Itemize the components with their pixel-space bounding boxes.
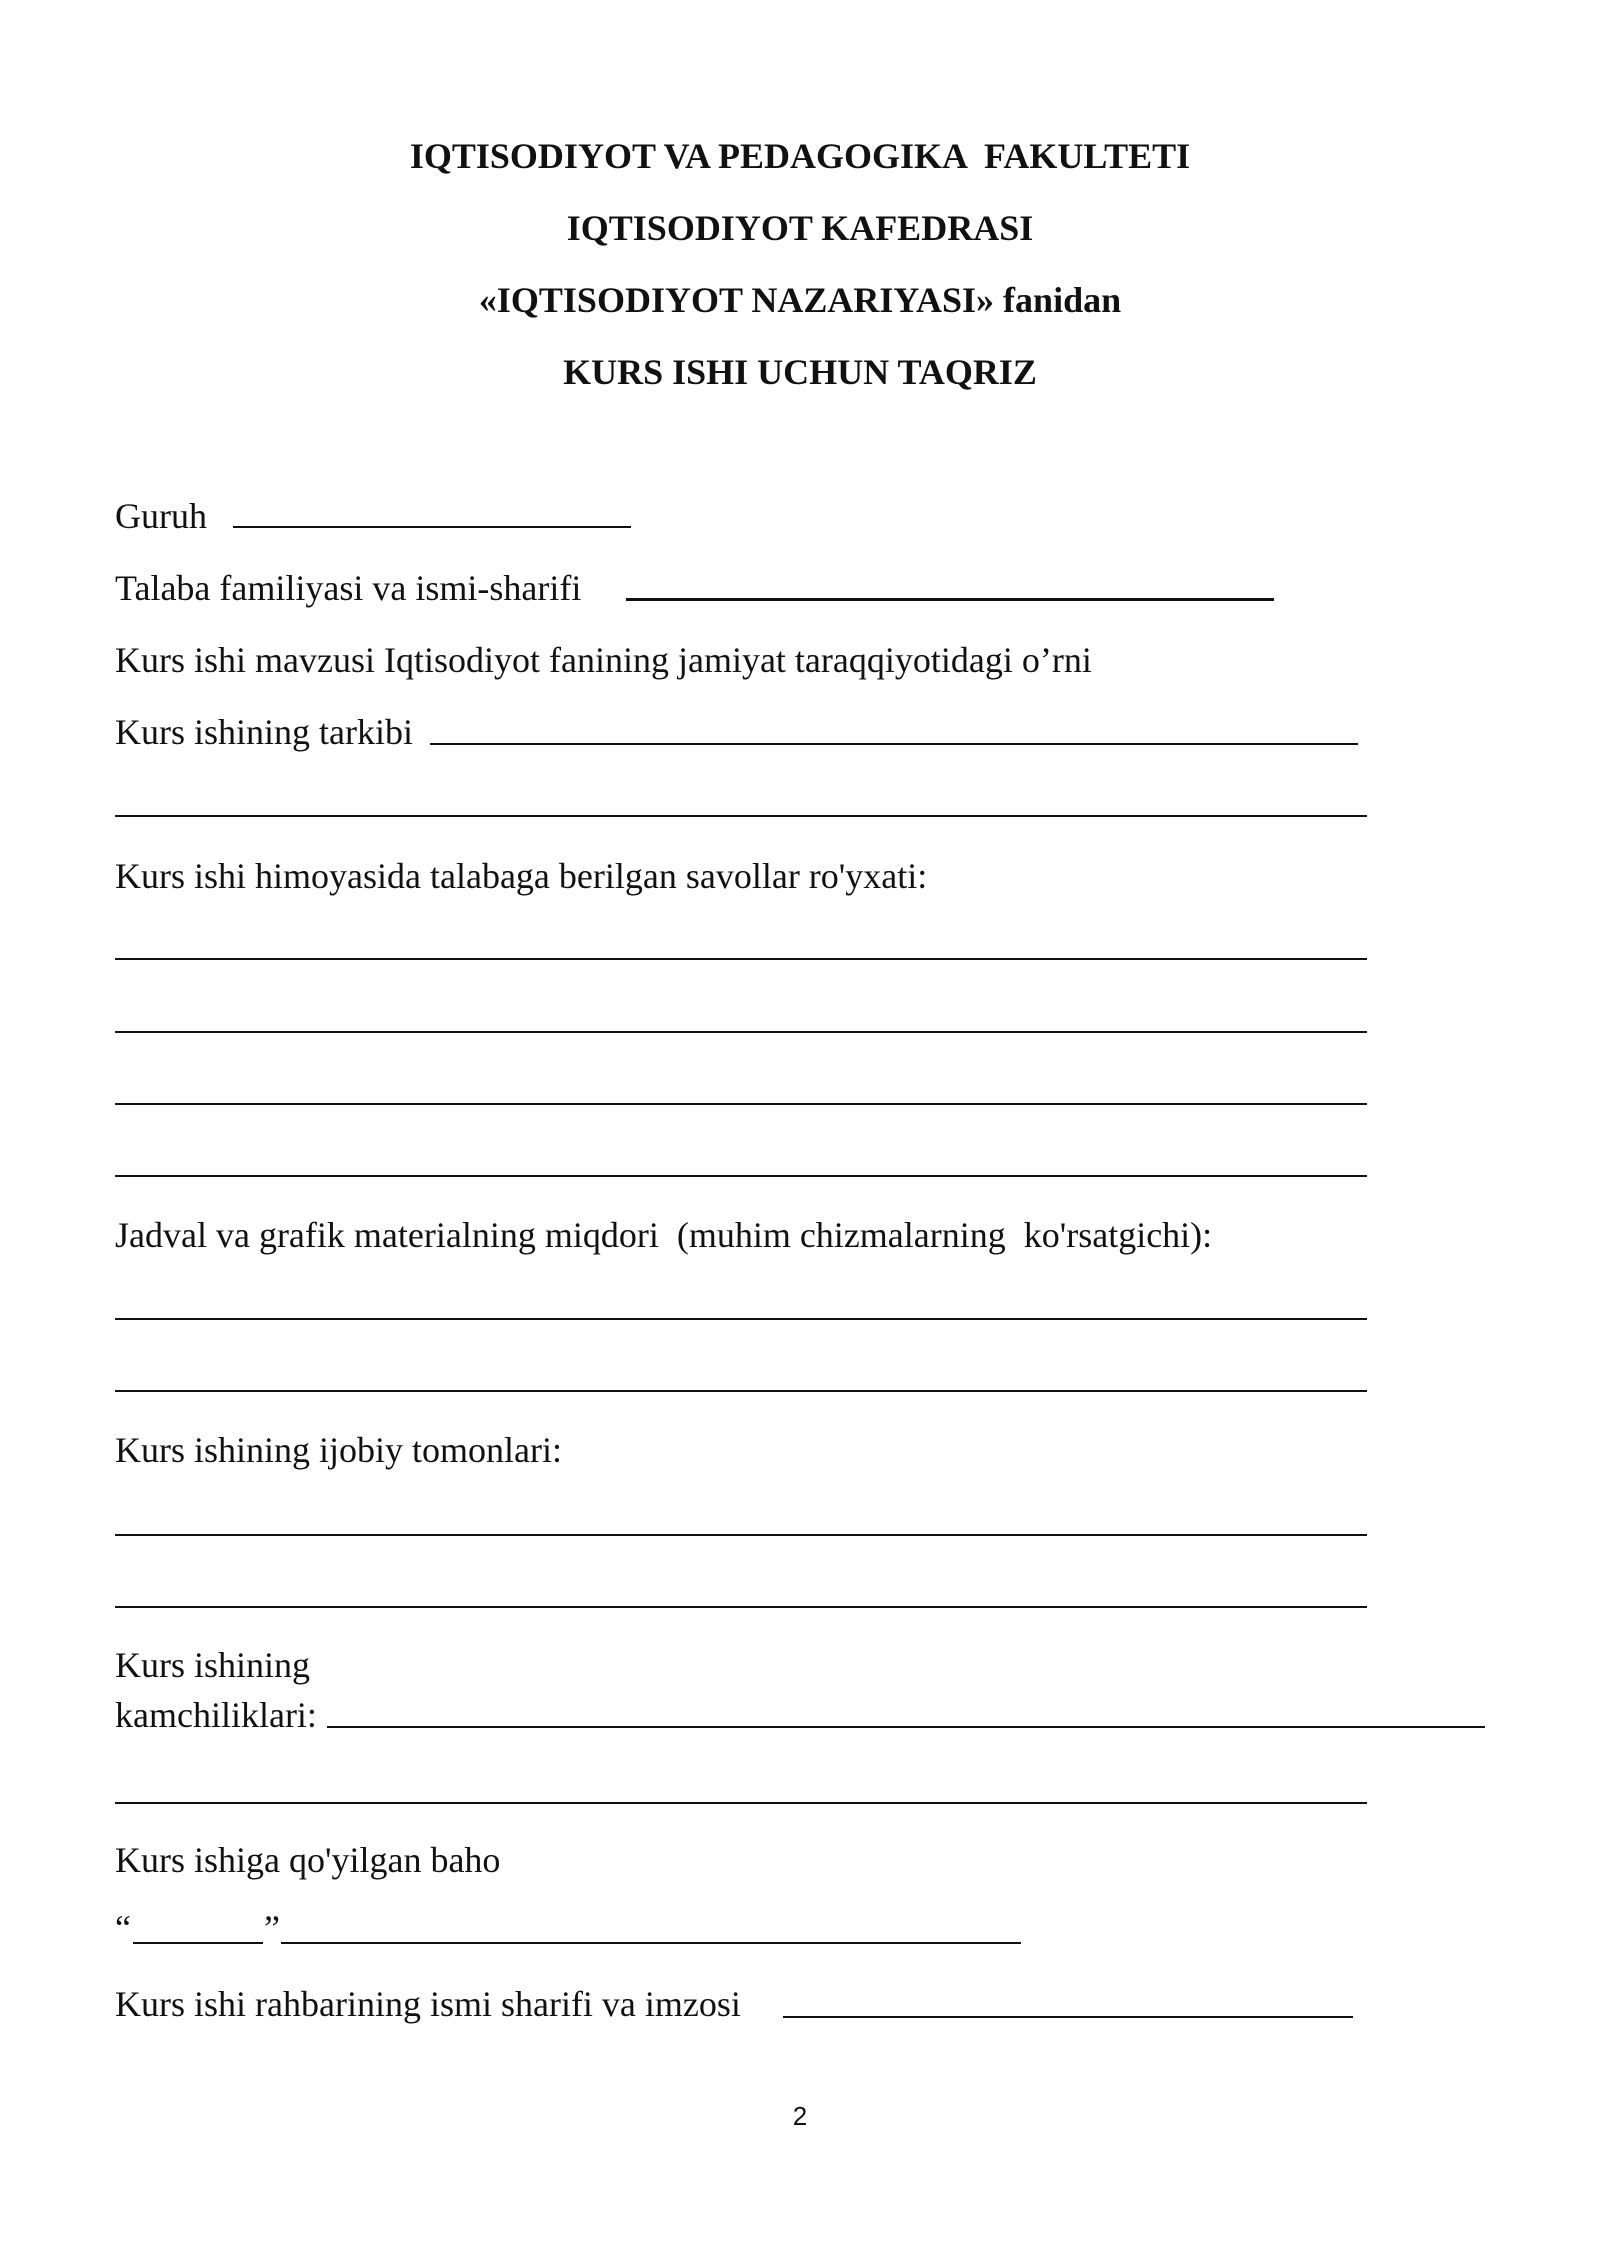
document-title: KURS ISHI UCHUN TAQRIZ <box>563 352 1037 392</box>
group-label: Guruh <box>115 496 207 536</box>
supervisor-signature-field[interactable] <box>783 2016 1353 2018</box>
topic-text: Kurs ishi mavzusi Iqtisodiyot fanining jamiyat taraqqiyotidagi o’rni <box>115 640 1092 680</box>
positive-field-line-2[interactable] <box>115 1606 1367 1608</box>
structure-field[interactable] <box>430 743 1358 745</box>
questions-field-line-1[interactable] <box>115 958 1367 960</box>
grade-close-quote: ” <box>264 1908 280 1948</box>
grade-field[interactable] <box>133 1942 263 1944</box>
group-field[interactable] <box>233 526 631 528</box>
tables-field-line-2[interactable] <box>115 1390 1367 1392</box>
positive-label: Kurs ishining ijobiy tomonlari: <box>115 1430 562 1470</box>
structure-field-line-2[interactable] <box>115 815 1367 817</box>
grade-label: Kurs ishiga qo'yilgan baho <box>115 1840 501 1880</box>
shortcomings-label-line-1: Kurs ishining <box>115 1645 311 1685</box>
tables-label: Jadval va grafik materialning miqdori (muhim chizmalarning ko'rsatgichi): <box>115 1215 1213 1255</box>
questions-field-line-2[interactable] <box>115 1031 1367 1033</box>
faculty-heading: IQTISODIYOT VA PEDAGOGIKA FAKULTETI <box>409 136 1191 176</box>
page-number: 2 <box>792 2101 808 2131</box>
questions-field-line-3[interactable] <box>115 1103 1367 1105</box>
subject-heading: «IQTISODIYOT NAZARIYASI» fanidan <box>478 280 1122 320</box>
shortcomings-field-line-2[interactable] <box>115 1802 1367 1804</box>
questions-label: Kurs ishi himoyasida talabaga berilgan savollar ro'yxati: <box>115 856 928 896</box>
grade-open-quote: “ <box>115 1908 131 1948</box>
positive-field-line-1[interactable] <box>115 1534 1367 1536</box>
student-name-label: Talaba familiyasi va ismi-sharifi <box>115 568 582 608</box>
grade-comment-field[interactable] <box>281 1942 1021 1944</box>
supervisor-label: Kurs ishi rahbarining ismi sharifi va imzosi <box>115 1984 741 2024</box>
student-name-field[interactable] <box>626 598 1274 601</box>
shortcomings-label-line-2: kamchiliklari: <box>115 1695 317 1735</box>
tables-field-line-1[interactable] <box>115 1318 1367 1320</box>
shortcomings-field-line-1[interactable] <box>327 1726 1485 1728</box>
structure-label: Kurs ishining tarkibi <box>115 712 413 752</box>
questions-field-line-4[interactable] <box>115 1175 1367 1177</box>
department-heading: IQTISODIYOT KAFEDRASI <box>566 208 1034 248</box>
